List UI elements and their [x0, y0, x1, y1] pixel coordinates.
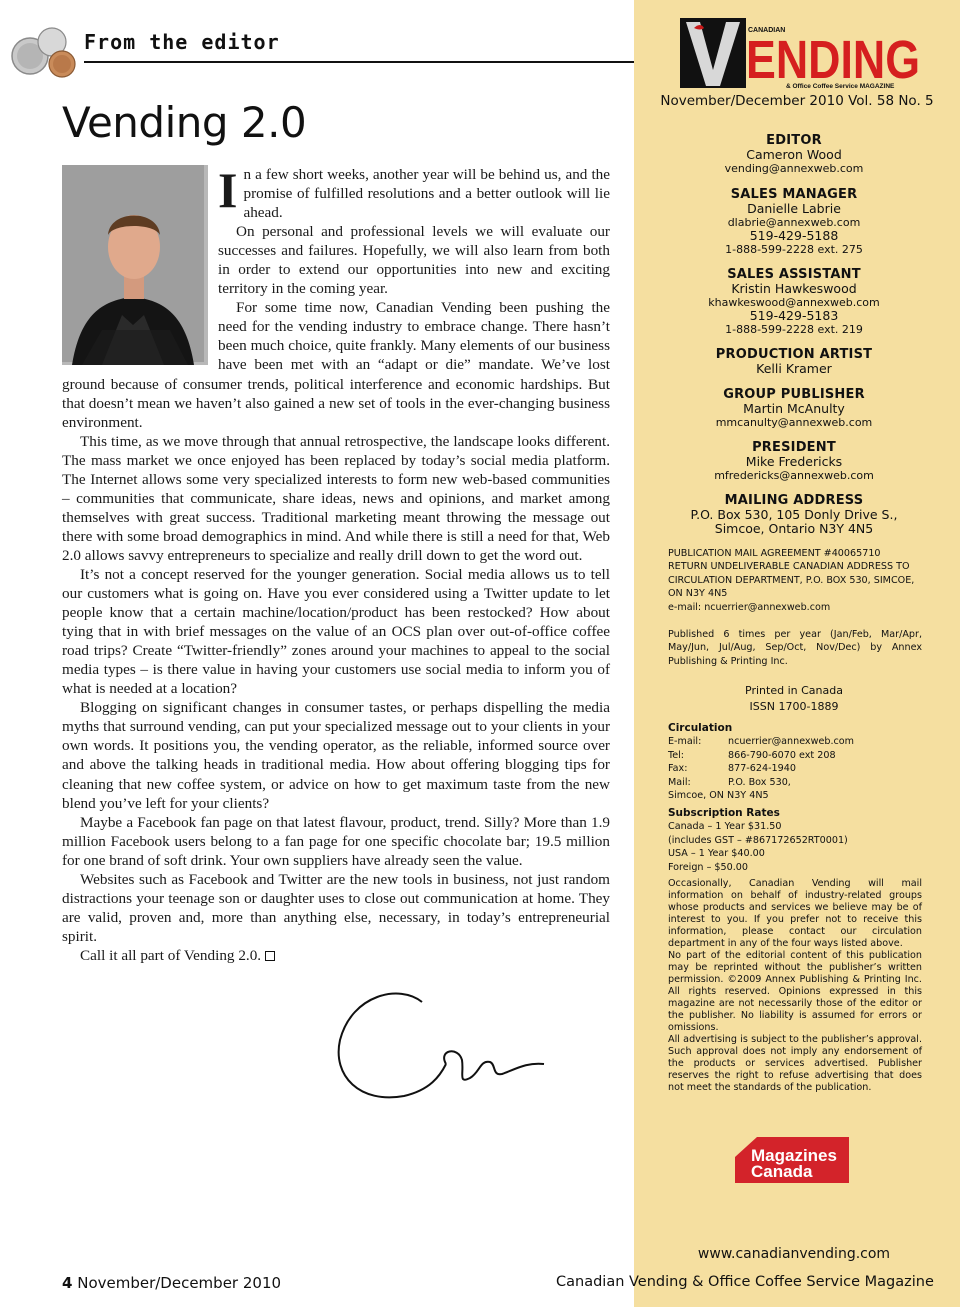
published-note: Published 6 times per year (Jan/Feb, Mar/Apr, May/Jun, Jul/Aug, Sep/Oct, Nov/Dec) by Annex Publishing & Printing Inc.: [668, 629, 922, 667]
staff-email[interactable]: khawkeswood@annexweb.com: [708, 295, 880, 309]
folio-date: November/December 2010: [77, 1274, 282, 1292]
circulation-row: [668, 762, 922, 775]
agreement-line: ON N3Y 4N5: [668, 588, 728, 600]
canada-text: Canada: [751, 1162, 813, 1181]
circulation-block: [668, 722, 922, 802]
paragraph-closing: [62, 946, 610, 965]
staff-entry: [634, 267, 954, 336]
staff-detail: 1-888-599-2228 ext. 275: [725, 242, 863, 256]
drop-cap: I: [218, 162, 238, 218]
circulation-row: [668, 776, 922, 789]
staff-detail: Danielle Labrie: [747, 201, 841, 216]
circulation-value: 866-790-6070 ext 208: [728, 749, 836, 761]
staff-role: SALES ASSISTANT: [727, 267, 861, 282]
legal-paragraph: Occasionally, Canadian Vending will mail information on behalf of industry-related groups whose products and services we believe may be of interest to you. If you prefer not to receive this information, please contact our circulation department in any of the four ways listed above.: [668, 878, 922, 949]
subscription-line: Canada – 1 Year $31.50: [668, 821, 782, 833]
coins-icon: [6, 14, 78, 78]
circulation-value[interactable]: ncuerrier@annexweb.com: [728, 736, 854, 748]
circulation-key: Tel:: [668, 749, 685, 761]
staff-entry: [634, 133, 954, 175]
staff-entry: [634, 187, 954, 256]
staff-role: SALES MANAGER: [730, 187, 858, 202]
legal-paragraph: All advertising is subject to the publisher’s approval. Such approval does not imply any endorsement of the products or services advertised. Publisher reserves the right to refuse advertising that does not meet the standards of the publication.: [668, 1034, 922, 1093]
staff-entry: [634, 387, 954, 429]
paragraph: For some time now, Canadian Vending been pushing the need for the vending industry to embrace change. There hasn’t been much choice, quite frankly. Many elements of our business have been met with an “adapt or die” mandate. We’ve lost ground because of consumer trends, political interference and economic hardships. But that doesn’t mean we haven’t also gained a new set of tools in the ever-changing business environment.: [62, 299, 610, 431]
staff-detail: Martin McAnulty: [743, 401, 845, 416]
staff-email[interactable]: dlabrie@annexweb.com: [727, 215, 861, 229]
end-mark-icon: [265, 951, 275, 961]
subscription-line: USA – 1 Year $40.00: [668, 848, 765, 860]
circulation-key: Fax:: [668, 763, 688, 775]
staff-detail: Kristin Hawkeswood: [731, 281, 857, 296]
subscription-line: (includes GST – #867172652RT0001): [668, 834, 848, 846]
magazines-canada-logo: [735, 1137, 849, 1183]
circulation-row: [668, 735, 922, 748]
staff-role: PRESIDENT: [752, 440, 836, 455]
staff-entry: [634, 440, 954, 482]
staff-detail: Simcoe, Ontario N3Y 4N5: [714, 520, 874, 536]
logo-small-top: CANADIAN: [748, 27, 786, 34]
agreement-line: RETURN UNDELIVERABLE CANADIAN ADDRESS TO: [668, 561, 910, 573]
section-rule: [84, 61, 634, 63]
staff-role: PRODUCTION ARTIST: [715, 347, 873, 362]
staff-detail: Kelli Kramer: [756, 361, 832, 376]
closing-text: Call it all part of Vending 2.0.: [80, 946, 262, 964]
agreement-line: PUBLICATION MAIL AGREEMENT #40065710: [668, 548, 881, 559]
headline: Vending 2.0: [62, 98, 307, 147]
printed-in: Printed in Canada: [745, 684, 843, 697]
staff-detail: Mike Fredericks: [745, 454, 843, 469]
issue-line: November/December 2010 Vol. 58 No. 5: [660, 93, 934, 109]
circulation-row: [668, 749, 922, 762]
footer-magazine-title: Canadian Vending & Office Coffee Service Magazine: [556, 1274, 934, 1290]
paragraph: Blogging on significant changes in consumer tastes, or perhaps dispelling the media myths that surround vending, can put your specialized message out to your clients in your own words. It positions you, the vending operator, as the reliable, informed source over and above the talking heads in traditional media. How about offering blogging tips for cleaning that new coffee system, or advice on how to get maximum taste from the new blend you’ve left for your clients?: [62, 699, 610, 812]
paragraph: This time, as we move through that annual retrospective, the landscape looks different. The mass market we once enjoyed has been replaced by today’s social media platform. The Internet allows some very specialized interests to form new web-based communities – communities that communicate, share ideas, news and opinions, and market among themselves with great success. Traditional marketing meant throwing the message out there with some broad demographics in mind. And while there is still a need for that, Web 2.0 allows savvy entrepreneurs to specialize and really drill down to get the word out.: [62, 432, 610, 564]
folio: [62, 1274, 281, 1292]
staff-detail: 519-429-5188: [749, 228, 839, 243]
staff-email[interactable]: mfredericks@annexweb.com: [714, 468, 874, 482]
circulation-value: 877-624-1940: [728, 763, 796, 775]
staff-role: MAILING ADDRESS: [724, 493, 864, 508]
staff-role: GROUP PUBLISHER: [723, 387, 865, 402]
agreement-line: e-mail: ncuerrier@annexweb.com: [668, 601, 831, 613]
circulation-value: P.O. Box 530,: [728, 776, 791, 788]
signature: [330, 980, 550, 1110]
staff-detail: Cameron Wood: [746, 147, 842, 162]
staff-email[interactable]: mmcanulty@annexweb.com: [715, 415, 873, 429]
logo-main: ENDING: [746, 30, 920, 90]
legal-paragraph: No part of the editorial content of this publication may be reprinted without the publisher’s written permission. ©2009 Annex Publishing & Printing Inc. All rights reserved. Opinions expressed in this magazine are not necessarily those of the editor or the publisher. No liability is assumed for errors or omissions.: [668, 950, 922, 1033]
page-number: 4: [62, 1274, 73, 1292]
circulation-city: Simcoe, ON N3Y 4N5: [668, 790, 769, 802]
logo-tagline: & Office Coffee Service MAGAZINE: [786, 83, 895, 90]
circulation-key: E-mail:: [668, 736, 702, 748]
legal-block: [668, 878, 922, 1094]
section-label: From the editor: [84, 30, 280, 54]
staff-detail: 1-888-599-2228 ext. 219: [725, 322, 863, 336]
circulation-heading: Circulation: [668, 722, 733, 734]
staff-email[interactable]: vending@annexweb.com: [724, 161, 864, 175]
issn: ISSN 1700-1889: [749, 700, 839, 713]
paragraph: It’s not a concept reserved for the younger generation. Social media allows us to tell our customers what is going on. Have you ever considered using a Twitter update to let people know that a certain machine/location/product has been restocked? How about tying that in with brief messages on the value of an OCS plan over out-of-office coffee road trips? Create “Twitter-friendly” zones around your machines to appeal to the social media types – is there value in having your customers use social media to inform you of what is needed at a location?: [62, 565, 610, 698]
website-link[interactable]: www.canadianvending.com: [697, 1246, 891, 1262]
agreement-line: CIRCULATION DEPARTMENT, P.O. BOX 530, SIMCOE,: [668, 574, 915, 586]
staff-detail: 519-429-5183: [749, 308, 839, 323]
magazines-text: Magazines: [751, 1146, 837, 1165]
editor-photo: [62, 165, 208, 365]
paragraph-text: n a few short weeks, another year will be behind us, and the promise of fulfilled resolutions and a better outlook will lie ahead.: [243, 166, 610, 222]
article-body: [62, 162, 610, 965]
subscription-heading: Subscription Rates: [668, 807, 780, 819]
subscription-line: Foreign – $50.00: [668, 861, 748, 873]
paragraph: On personal and professional levels we will evaluate our successes and failures. Hopefully, we will also learn from both in order to extend our opportunities into new and exciting territory in the coming year.: [218, 223, 610, 298]
mail-agreement: [668, 547, 922, 614]
paragraph: Websites such as Facebook and Twitter are the new tools in business, not just random distractions your teenage son or daughter uses to close out communication at home. They are valid, proven and, more than anything else, necessary, in today’s entrepreneurial spirit.: [62, 870, 610, 945]
masthead-logo: [680, 18, 924, 90]
staff-detail: P.O. Box 530, 105 Donly Drive S.,: [690, 507, 898, 522]
staff-role: EDITOR: [766, 133, 822, 148]
subscription-block: [668, 807, 922, 874]
paragraph: Maybe a Facebook fan page on that latest flavour, product, trend. Silly? More than 1.9 million Facebook users belong to a fan page for one specific chocolate bar; 19.5 million for one brand of soft drink. Your own suppliers have already seen the value.: [62, 813, 610, 869]
staff-entry: [634, 347, 954, 376]
staff-entry: [634, 493, 954, 535]
circulation-key: Mail:: [668, 776, 691, 788]
